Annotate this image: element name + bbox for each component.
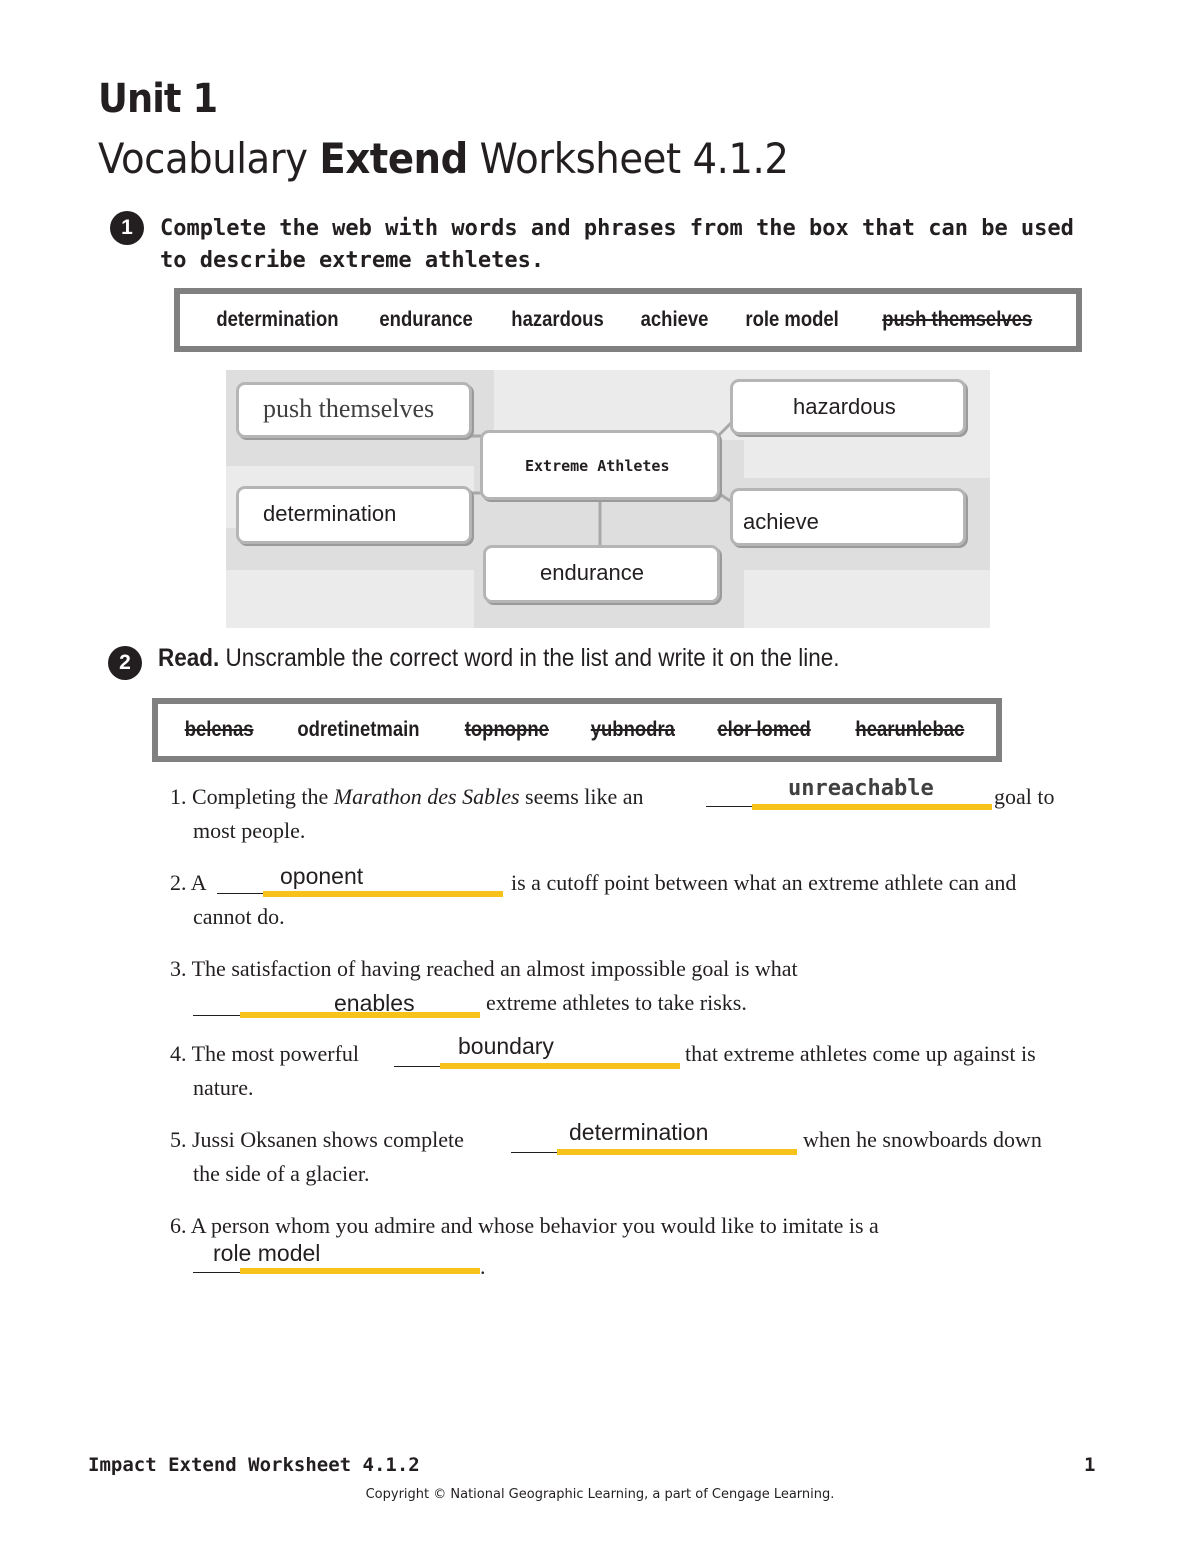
web-answer-hazardous: hazardous [793, 394, 896, 419]
web-node-center [480, 430, 720, 500]
sentence-text: Jussi Oksanen shows complete [192, 1127, 464, 1152]
sentence-3 [170, 952, 798, 986]
scrambled-word-struck: hearunlebac [855, 718, 965, 741]
sentence-6-after: . [480, 1254, 486, 1279]
sentence-5 [170, 1123, 464, 1157]
sentence-italic: Marathon des Sables [333, 784, 520, 809]
sentence-1-after: goal to [994, 784, 1055, 809]
sentence-number: 1. [170, 784, 187, 809]
scrambled-word-struck: topnopne [464, 718, 549, 741]
word-box-item-struck: push themselves [881, 308, 1032, 331]
answer-5[interactable]: determination [569, 1119, 709, 1145]
sentence-2-line2: cannot do. [193, 904, 285, 929]
sentence-text: The satisfaction of having reached an almost impossible goal is what [191, 956, 798, 981]
sentence-number: 6. [170, 1213, 187, 1238]
footer-title: Impact Extend Worksheet 4.1.2 [88, 1454, 420, 1476]
instruction-read: Read. [158, 644, 220, 672]
answer-2[interactable]: oponent [280, 863, 364, 889]
word-box-1 [174, 288, 1082, 352]
word-box-item: role model [745, 308, 840, 331]
copyright: Copyright © National Geographic Learning, a part of Cengage Learning. [365, 1487, 835, 1502]
answer-3[interactable]: enables [334, 990, 415, 1016]
web-node-top-left [236, 382, 472, 438]
answer-highlight [440, 1063, 680, 1069]
web-answer-endurance: endurance [540, 560, 644, 585]
web-answer-push-themselves: push themselves [263, 394, 435, 423]
answer-highlight [557, 1149, 797, 1155]
sentence-2-after: is a cutoff point between what an extreme athlete can and [511, 870, 1017, 895]
title-suffix: Worksheet 4.1.2 [467, 134, 789, 183]
sentence-1 [170, 780, 644, 814]
web-node-mid-right [730, 488, 966, 546]
answer-1[interactable]: unreachable [788, 776, 934, 801]
sentence-text: A [190, 870, 207, 895]
word-box-item: hazardous [511, 308, 604, 331]
web-node-bottom [483, 545, 720, 603]
exercise-2-number: 2 [108, 646, 142, 680]
sentence-2 [170, 866, 207, 900]
answer-4[interactable]: boundary [458, 1033, 554, 1059]
scrambled-word-struck: yubnodra [590, 718, 675, 741]
scrambled-word-struck: elor lomed [717, 718, 812, 741]
sentence-number: 4. [170, 1041, 187, 1066]
sentence-3-after: extreme athletes to take risks. [486, 990, 747, 1015]
sentence-4-line2: nature. [193, 1075, 254, 1100]
title-bold: Extend [319, 134, 468, 183]
sentence-number: 3. [170, 956, 187, 981]
scrambled-word-struck: belenas [184, 718, 254, 741]
sentence-text: A person whom you admire and whose behavior you would like to imitate is a [190, 1213, 879, 1238]
title-prefix: Vocabulary [98, 134, 320, 183]
word-box-item: achieve [640, 308, 709, 331]
sentence-number: 5. [170, 1127, 187, 1152]
worksheet-title [98, 134, 789, 183]
web-node-top-right [730, 379, 966, 435]
exercise-1-number: 1 [110, 211, 144, 245]
scrambled-word-box [152, 698, 1002, 762]
answer-highlight [752, 804, 992, 810]
web-answer-determination: determination [263, 501, 397, 526]
sentence-text: seems like an [519, 784, 644, 809]
sentence-text: Completing the [192, 784, 334, 809]
unit-title: Unit 1 [98, 76, 218, 122]
exercise-2-instruction [158, 644, 840, 673]
scrambled-word: odretinetmain [297, 718, 420, 741]
web-answer-achieve: achieve [743, 509, 819, 534]
web-center-label: Extreme Athletes [525, 457, 670, 475]
instruction-text: Unscramble the correct word in the list and write it on the line. [219, 644, 840, 672]
sentence-4 [170, 1037, 359, 1071]
sentence-number: 2. [170, 870, 187, 895]
sentence-4-after: that extreme athletes come up against is [685, 1041, 1036, 1066]
answer-highlight [240, 1268, 480, 1274]
sentence-1-line2: most people. [193, 818, 306, 843]
page-number: 1 [1084, 1454, 1096, 1476]
sentence-text: The most powerful [191, 1041, 360, 1066]
sentence-5-after: when he snowboards down [803, 1127, 1042, 1152]
sentence-5-line2: the side of a glacier. [193, 1161, 370, 1186]
answer-highlight [263, 891, 503, 897]
word-box-item: determination [216, 308, 339, 331]
exercise-1-instruction: Complete the web with words and phrases from the box that can be used to describe extreme athletes. [160, 216, 1074, 273]
word-box-item: endurance [379, 308, 473, 331]
answer-6[interactable]: role model [213, 1240, 321, 1266]
sentence-6 [170, 1209, 879, 1243]
web-node-mid-left [236, 486, 472, 544]
